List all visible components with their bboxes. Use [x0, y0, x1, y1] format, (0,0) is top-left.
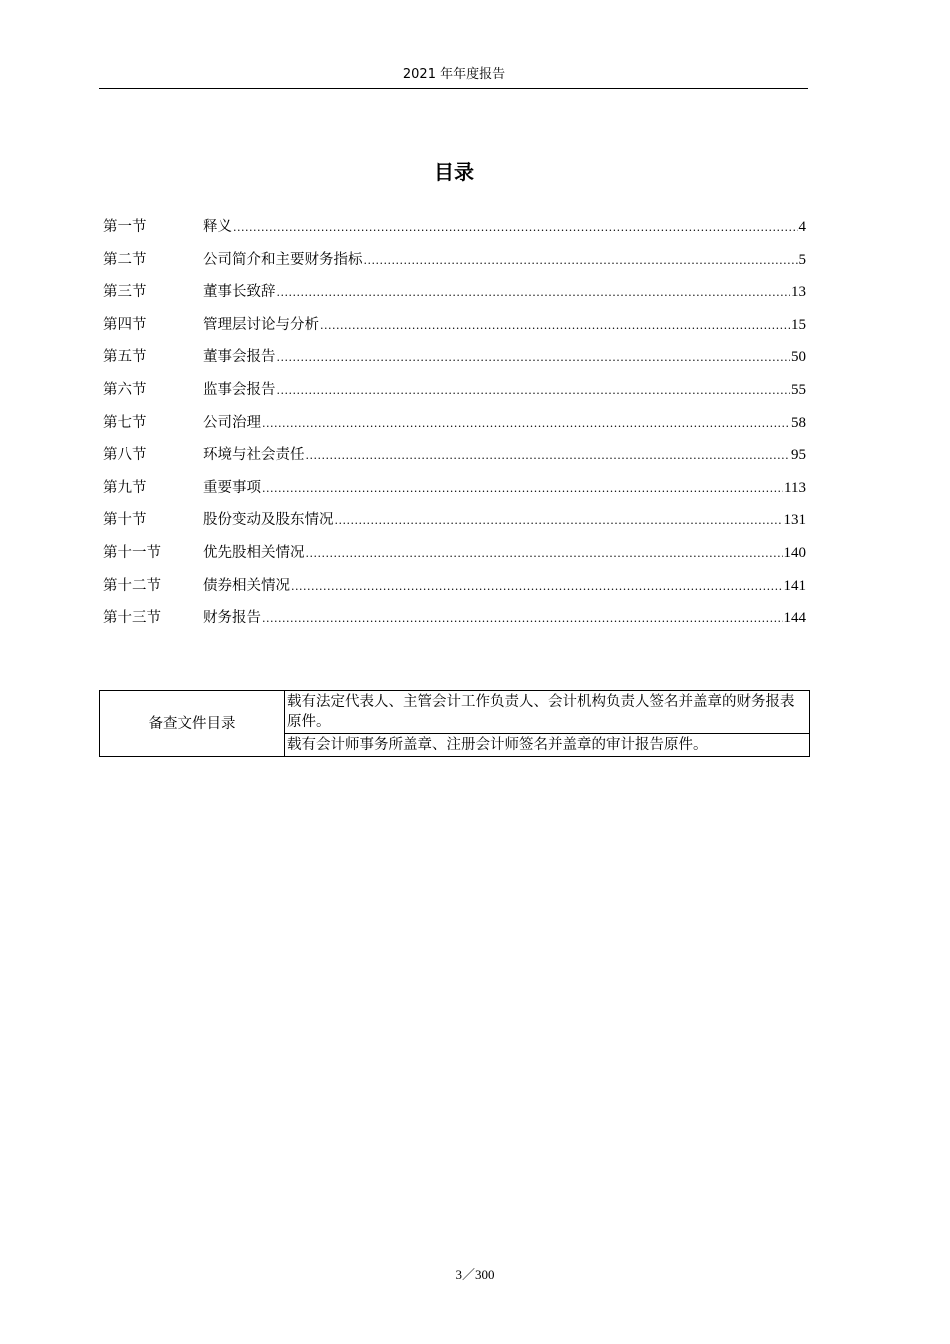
toc-row[interactable]	[103, 413, 806, 446]
toc-section-number: 第六节	[103, 381, 147, 398]
toc-entry	[203, 543, 806, 564]
toc-row[interactable]	[103, 315, 806, 348]
toc-entry	[203, 413, 806, 434]
toc-page-number: 58	[791, 414, 806, 431]
toc-entry	[203, 478, 806, 499]
toc-row[interactable]	[103, 576, 806, 609]
toc-page-number: 15	[791, 316, 806, 333]
toc-section-name: 监事会报告	[203, 381, 276, 398]
toc-section-name: 环境与社会责任	[203, 447, 305, 464]
toc-page-number: 113	[784, 479, 806, 496]
toc-page-number: 55	[791, 381, 806, 398]
toc-section-name: 财务报告	[203, 610, 261, 627]
toc-section-number: 第一节	[103, 219, 147, 235]
reference-document-item: 载有会计师事务所盖章、注册会计师签名并盖章的审计报告原件。	[285, 734, 810, 757]
reference-document-item: 载有法定代表人、主管会计工作负责人、会计机构负责人签名并盖章的财务报表原件。	[285, 691, 810, 734]
toc-section-name: 释义	[203, 219, 232, 235]
toc-section-name: 优先股相关情况	[203, 544, 305, 561]
report-header-title: 2021 年年度报告	[402, 67, 506, 82]
page-number: 3／300	[455, 1267, 495, 1282]
toc-dot-leader	[364, 251, 798, 271]
toc-dot-leader	[262, 609, 783, 629]
header-divider	[99, 88, 808, 89]
toc-dot-leader	[233, 218, 798, 238]
toc-entry	[203, 315, 806, 336]
reference-documents-table	[99, 690, 810, 757]
reference-documents-label: 备查文件目录	[100, 691, 285, 757]
toc-dot-leader	[262, 414, 790, 434]
toc-page-number: 141	[783, 577, 806, 594]
toc-section-number: 第二节	[103, 251, 147, 268]
toc-section-name: 重要事项	[203, 479, 261, 496]
toc-row[interactable]	[103, 608, 806, 641]
toc-section-number: 第八节	[103, 447, 147, 464]
toc-section-number: 第七节	[103, 414, 147, 431]
toc-section-number: 第三节	[103, 284, 147, 301]
toc-entry	[203, 250, 806, 271]
toc-dot-leader	[335, 511, 783, 531]
toc-dot-leader	[262, 479, 783, 499]
toc-section-number: 第四节	[103, 316, 147, 333]
toc-dot-leader	[277, 283, 791, 303]
toc-dot-leader	[306, 446, 791, 466]
toc-page-number: 131	[783, 512, 806, 529]
toc-row[interactable]	[103, 282, 806, 315]
toc-row[interactable]	[103, 380, 806, 413]
toc-row[interactable]	[103, 217, 806, 250]
toc-section-number: 第十三节	[103, 610, 161, 627]
toc-section-number: 第十二节	[103, 577, 161, 594]
toc-section-name: 董事会报告	[203, 349, 276, 366]
toc-section-name: 董事长致辞	[203, 284, 276, 301]
toc-page-number: 50	[791, 349, 806, 366]
toc-section-name: 公司简介和主要财务指标	[203, 251, 363, 268]
toc-page-number: 144	[783, 610, 806, 627]
toc-page-number: 95	[791, 447, 806, 464]
toc-section-number: 第十节	[103, 512, 147, 529]
toc-entry	[203, 576, 806, 597]
toc-entry	[203, 347, 806, 368]
toc-row[interactable]	[103, 543, 806, 576]
toc-dot-leader	[277, 348, 791, 368]
toc-row[interactable]	[103, 510, 806, 543]
toc-dot-leader	[306, 544, 783, 564]
toc-section-name: 管理层讨论与分析	[203, 316, 319, 333]
toc-dot-leader	[320, 316, 790, 336]
toc-section-number: 第五节	[103, 349, 147, 366]
toc-row[interactable]	[103, 250, 806, 283]
toc-page-number: 140	[783, 544, 806, 561]
toc-section-name: 债券相关情况	[203, 577, 290, 594]
toc-row[interactable]	[103, 478, 806, 511]
toc-entry	[203, 445, 806, 466]
table-of-contents	[103, 217, 806, 641]
toc-section-number: 第十一节	[103, 544, 161, 561]
toc-entry	[203, 282, 806, 303]
toc-row[interactable]	[103, 347, 806, 380]
toc-entry	[203, 380, 806, 401]
toc-section-number: 第九节	[103, 479, 147, 496]
toc-row[interactable]	[103, 445, 806, 478]
toc-dot-leader	[291, 577, 783, 597]
toc-page-number: 5	[798, 251, 806, 268]
toc-page-number: 4	[798, 219, 806, 235]
toc-section-name: 股份变动及股东情况	[203, 512, 334, 529]
toc-title: 目录	[434, 160, 474, 184]
toc-page-number: 13	[791, 284, 806, 301]
toc-entry	[203, 217, 806, 238]
toc-section-name: 公司治理	[203, 414, 261, 431]
toc-entry	[203, 608, 806, 629]
toc-dot-leader	[277, 381, 791, 401]
toc-entry	[203, 510, 806, 531]
table-row	[100, 691, 810, 734]
